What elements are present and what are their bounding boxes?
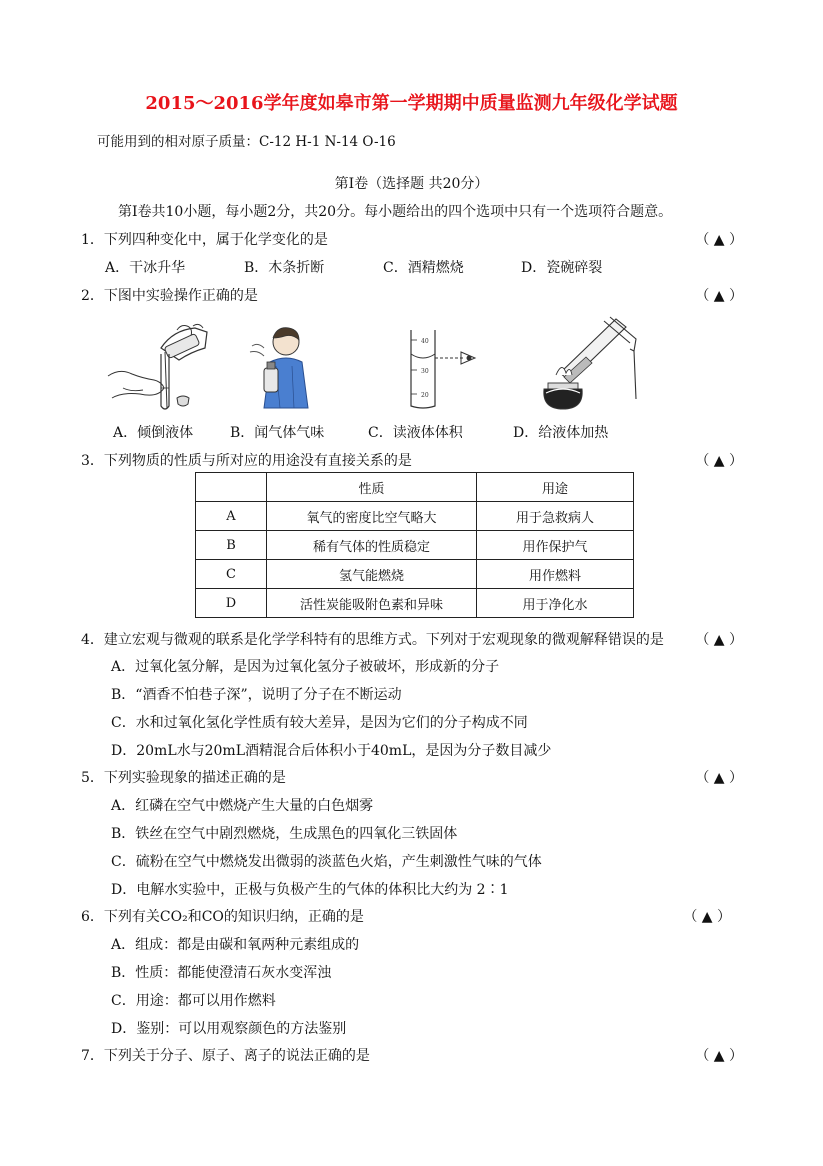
answer-mark: （ ▲ ） [695,232,743,248]
table-header-row [196,473,634,502]
question-5-stem: 5．下列实验现象的描述正确的是 [81,770,286,786]
q5-option-b: B．铁丝在空气中剧烈燃烧，生成黑色的四氧化三铁固体 [111,826,458,842]
table-cell: 用于急救病人 [477,502,634,531]
question-3-stem: 3．下列物质的性质与所对应的用途没有直接关系的是 [81,453,412,469]
table-cell: 用于净化水 [477,589,634,618]
q6-option-a: A．组成：都是由碳和氧两种元素组成的 [111,937,360,953]
table-row [196,531,634,560]
table-row [196,560,634,589]
table-row [196,502,634,531]
q4-option-a: A．过氧化氢分解，是因为过氧化氢分子被破坏，形成新的分子 [111,659,500,675]
question-6-stem: 6．下列有关CO₂和CO的知识归纳，正确的是 [81,909,364,925]
q2-option-a: A．倾倒液体 [113,425,194,441]
table-cell: 稀有气体的性质稳定 [267,531,477,560]
property-usage-table [195,472,634,618]
table-header-cell [196,473,267,502]
q1-option-b: B．木条折断 [244,260,325,276]
q6-option-d: D．鉴别：可以用观察颜色的方法鉴别 [111,1021,347,1037]
table-cell: A [196,502,267,531]
question-2-stem: 2．下图中实验操作正确的是 [81,288,258,304]
q1-option-a: A．干冰升华 [105,260,186,276]
answer-mark: （ ▲ ） [695,453,743,469]
table-cell: B [196,531,267,560]
table-header-cell: 性质 [267,473,477,502]
q5-option-d: D．电解水实验中，正极与负极产生的气体的体积比大约为 2∶1 [111,882,509,898]
table-cell: 氢气能燃烧 [267,560,477,589]
q2-option-b: B．闻气体气味 [230,425,325,441]
q4-option-c: C．水和过氧化氢化学性质有较大差异，是因为它们的分子构成不同 [111,715,528,731]
q2-option-d: D．给液体加热 [513,425,609,441]
pouring-liquid-figure [103,318,213,413]
table-cell: 用作保护气 [477,531,634,560]
atomic-masses: 可能用到的相对原子质量：C-12 H-1 N-14 O-16 [97,134,396,150]
q4-option-b: B．“酒香不怕巷子深”，说明了分子在不断运动 [111,687,402,703]
q6-option-c: C．用途：都可以用作燃料 [111,993,276,1009]
graduated-cylinder-figure [395,326,490,411]
cylinder-tick-label: 30 [421,368,429,375]
table-cell: 用作燃料 [477,560,634,589]
question-1-stem: 1．下列四种变化中，属于化学变化的是 [81,232,328,248]
table-row [196,589,634,618]
answer-mark: （ ▲ ） [695,770,743,786]
answer-mark: （ ▲ ） [695,1048,743,1064]
section-title: 第Ⅰ卷（选择题 共20分） [334,176,489,192]
q2-option-c: C．读液体体积 [368,425,463,441]
section-intro: 第Ⅰ卷共10小题，每小题2分，共20分。每小题给出的四个选项中只有一个选项符合题意。 [118,204,673,220]
q5-option-c: C．硫粉在空气中燃烧发出微弱的淡蓝色火焰，产生刺激性气味的气体 [111,854,542,870]
q6-option-b: B．性质：都能使澄清石灰水变浑浊 [111,965,332,981]
table-cell: D [196,589,267,618]
answer-mark: （ ▲ ） [683,909,731,925]
table-cell: C [196,560,267,589]
answer-mark: （ ▲ ） [695,632,743,648]
table-cell: 活性炭能吸附色素和异味 [267,589,477,618]
cylinder-tick-label: 20 [421,392,429,399]
page-title: 2015～2016学年度如皋市第一学期期中质量监测九年级化学试题 [145,93,678,114]
question-4-stem: 4．建立宏观与微观的联系是化学学科特有的思维方式。下列对于宏观现象的微观解释错误的是 [81,632,664,648]
question-7-stem: 7．下列关于分子、原子、离子的说法正确的是 [81,1048,370,1064]
q5-option-a: A．红磷在空气中燃烧产生大量的白色烟雾 [111,798,374,814]
answer-mark: （ ▲ ） [695,288,743,304]
q1-option-c: C．酒精燃烧 [383,260,464,276]
cylinder-tick-label: 40 [421,338,429,345]
q1-option-d: D．瓷碗碎裂 [521,260,603,276]
heating-liquid-figure [530,313,645,415]
smelling-gas-figure [246,322,326,412]
table-cell: 氧气的密度比空气略大 [267,502,477,531]
table-header-cell: 用途 [477,473,634,502]
q4-option-d: D．20mL水与20mL酒精混合后体积小于40mL，是因为分子数目减少 [111,743,552,759]
